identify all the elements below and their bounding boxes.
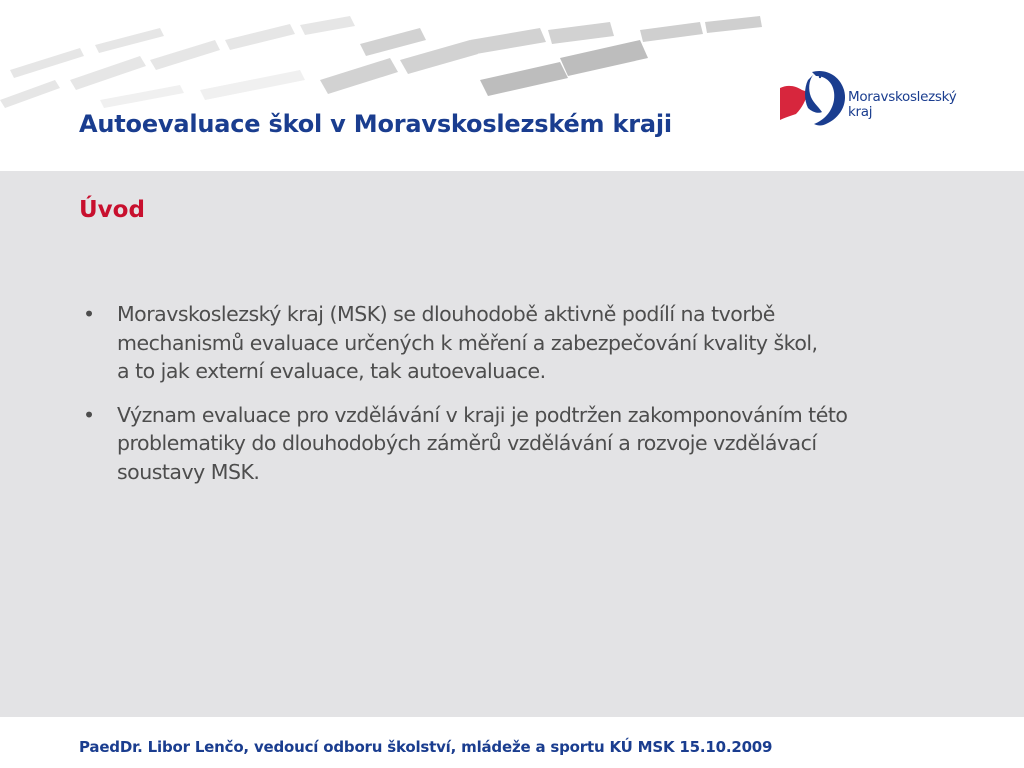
bullet-line: soustavy MSK. [117,459,260,484]
bullet-list [79,300,979,501]
logo-line-1: Moravskoslezský [848,89,957,105]
slide-footer [0,717,1024,768]
section-title: Úvod [79,197,145,223]
region-emblem-icon [778,64,848,132]
presentation-title: Autoevaluace škol v Moravskoslezském kraji [79,110,672,138]
logo-line-2: kraj [848,104,873,120]
slide-header [0,0,1024,171]
bullet-item [79,300,979,386]
moravskoslezsky-kraj-logo [778,64,988,134]
bullet-dot: • [83,302,95,326]
bullet-dot: • [83,402,95,427]
logo-wordmark [848,90,956,120]
bullet-item [79,401,979,487]
bullet-line: problematiky do dlouhodobých záměrů vzdělávání a rozvoje vzdělávací [117,431,817,455]
bullet-line: Moravskoslezský kraj (MSK) se dlouhodobě aktivně podílí na tvorbě [117,302,775,326]
slide-content [0,171,1024,717]
bullet-line: mechanismů evaluace určených k měření a zabezpečování kvality škol, [117,330,818,355]
bullet-line: a to jak externí evaluace, tak autoevaluace. [117,359,546,383]
footer-author-date: PaedDr. Libor Lenčo, vedoucí odboru školství, mládeže a sportu KÚ MSK 15.10.2009 [79,738,773,756]
bullet-line: Význam evaluace pro vzdělávání v kraji je podtržen zakomponováním této [117,402,848,427]
